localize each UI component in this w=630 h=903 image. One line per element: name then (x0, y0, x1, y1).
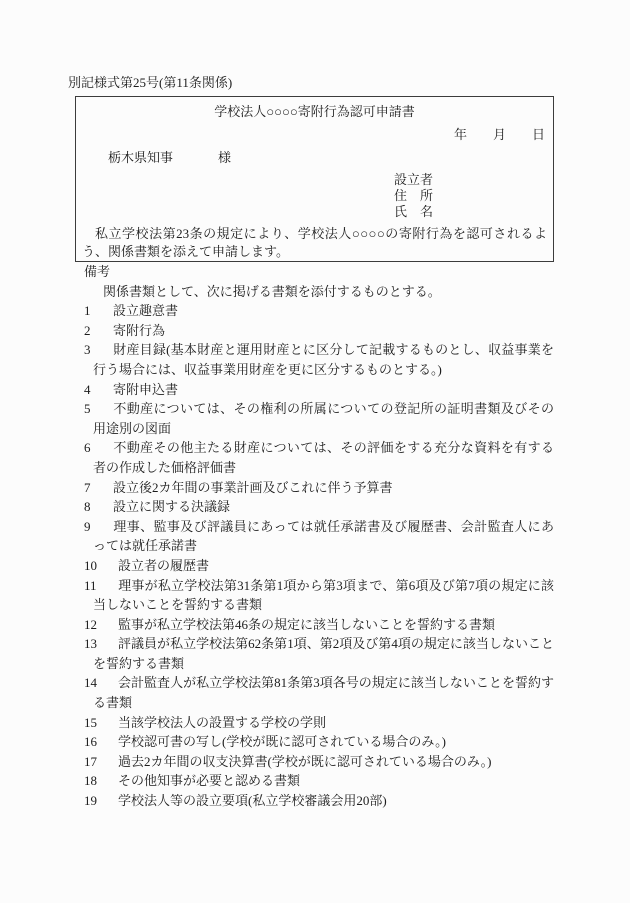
list-item (84, 771, 554, 791)
list-item (84, 301, 554, 321)
item-text: 寄附行為 (113, 322, 166, 338)
list-item (84, 321, 554, 341)
addressee-name: 栃木県知事 (108, 150, 174, 165)
list-item (84, 438, 554, 477)
item-text: 学校法人等の設立要項(私立学校審議会用20部) (118, 793, 387, 809)
item-text: 評議員が私立学校法第62条第1項、第2項及び第4項の規定に該当しないことを誓約する書類 (93, 636, 554, 671)
item-text: 設立趣意書 (113, 303, 179, 319)
item-number: 10 (84, 557, 97, 573)
list-item (84, 517, 554, 556)
item-text: 理事が私立学校法第31条第1項から第3項まで、第6項及び第7項の規定に該当しないことを誓約する書類 (93, 577, 554, 613)
item-number: 5 (84, 401, 91, 417)
list-item (84, 732, 554, 752)
application-box (75, 96, 554, 262)
item-number: 9 (84, 518, 91, 534)
item-number: 8 (84, 499, 91, 515)
list-item (84, 615, 554, 635)
form-number-label: 別記様式第25号(第11条関係) (68, 75, 233, 90)
item-number: 14 (84, 675, 97, 691)
item-number: 2 (84, 322, 91, 338)
item-number: 4 (84, 381, 91, 397)
remarks-intro: 関係書類として、次に掲げる書類を添付するものとする。 (103, 283, 441, 299)
item-number: 6 (84, 440, 91, 456)
list-item (84, 556, 554, 576)
item-text: 会計監査人が私立学校法第81条第3項各号の規定に該当しないことを誓約する書類 (93, 675, 554, 711)
addressee-line (108, 150, 231, 166)
name-label: 氏 名 (394, 204, 434, 219)
honorific-label: 様 (218, 150, 232, 165)
address-label: 住 所 (394, 188, 434, 203)
date-line: 年 月 日 (453, 127, 545, 142)
item-text: 監事が私立学校法第46条の規定に該当しないことを誓約する書類 (118, 616, 496, 632)
item-text: 財産目録(基本財産と運用財産とに区分して記載するものとし、収益事業を行う場合には、収益事業用財産を更に区分するものとする。) (93, 342, 554, 377)
item-number: 11 (84, 577, 97, 593)
list-item (84, 399, 554, 438)
item-text: 寄附申込書 (113, 381, 179, 397)
item-number: 15 (84, 714, 97, 730)
item-text: 設立に関する決議録 (113, 499, 231, 515)
application-body-text: 私立学校法第23条の規定により、学校法人○○○○の寄附行為を認可されるよう、関係書類を添えて申請します。 (82, 226, 547, 259)
item-text: 当該学校法人の設置する学校の学則 (118, 714, 327, 730)
item-number: 7 (84, 479, 91, 495)
item-text: 設立者の履歴書 (118, 557, 210, 573)
list-item (84, 576, 554, 615)
item-number: 3 (84, 342, 91, 358)
list-item (84, 497, 554, 517)
item-text: 設立後2カ年間の事業計画及びこれに伴う予算書 (113, 479, 393, 495)
item-text: 学校認可書の写し(学校が既に認可されている場合のみ。) (118, 734, 446, 750)
item-text: 理事、監事及び評議員にあっては就任承諾書及び履歴書、会計監査人にあっては就任承諾書 (93, 518, 554, 554)
item-number: 16 (84, 734, 97, 750)
list-item (84, 713, 554, 733)
list-item (84, 791, 554, 811)
founder-label: 設立者 (394, 172, 434, 187)
list-item (84, 340, 554, 379)
item-number: 1 (84, 303, 91, 319)
application-title: 学校法人○○○○寄附行為認可申請書 (214, 104, 415, 119)
item-text: その他知事が必要と認める書類 (118, 773, 301, 789)
item-text: 過去2カ年間の収支決算書(学校が既に認可されている場合のみ。) (118, 753, 492, 769)
item-number: 19 (84, 793, 97, 809)
remarks-section (84, 262, 554, 811)
founder-block (394, 172, 433, 220)
item-number: 18 (84, 773, 97, 789)
item-text: 不動産その他主たる財産については、その評価をする充分な資料を有する者の作成した価格評価書 (93, 440, 554, 475)
item-number: 13 (84, 636, 97, 652)
list-item (84, 752, 554, 772)
list-item (84, 634, 554, 673)
list-item (84, 380, 554, 400)
list-item (84, 673, 554, 712)
item-text: 不動産については、その権利の所属についての登記所の証明書類及びその用途別の図面 (93, 401, 554, 436)
item-number: 12 (84, 616, 97, 632)
item-number: 17 (84, 753, 97, 769)
remarks-heading: 備考 (84, 264, 111, 279)
list-item (84, 478, 554, 498)
